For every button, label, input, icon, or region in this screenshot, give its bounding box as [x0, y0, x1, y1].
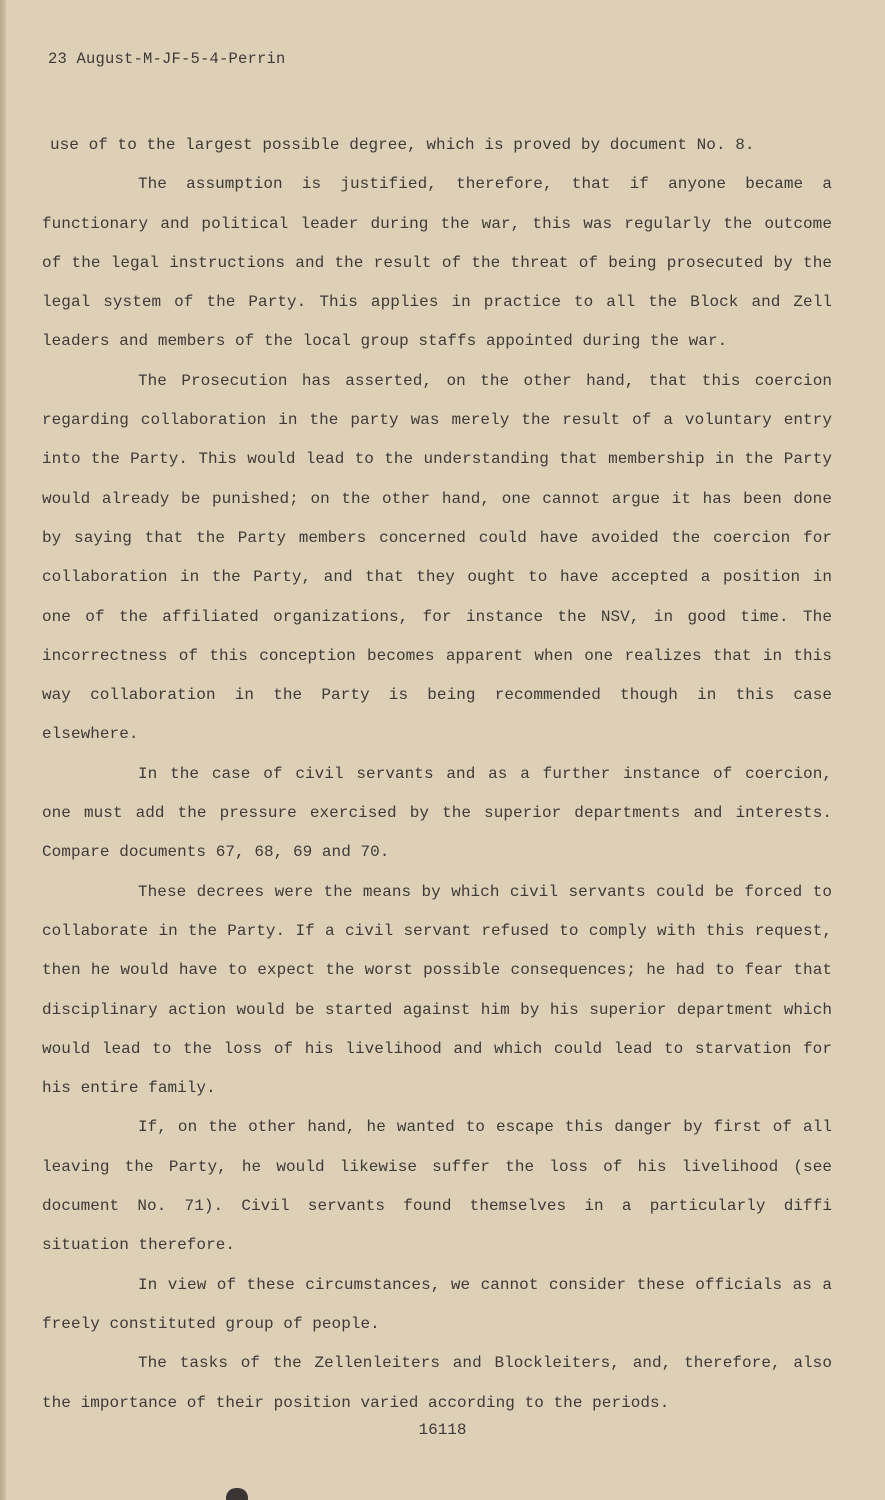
binding-mark — [226, 1488, 248, 1500]
document-header: 23 August-M-JF-5-4-Perrin — [48, 50, 286, 68]
paragraph-tasks: The tasks of the Zellenleiters and Blockleiters, and, therefore, also the importance of their position varied according to the periods. — [42, 1354, 832, 1412]
paragraph-circumstances: In view of these circumstances, we cannot consider these officials as a freely constituted group of people. — [42, 1275, 832, 1333]
paragraph-decrees: These decrees were the means by which civil servants could be forced to collaborate in the Party. If a civil servant refused to comply with this request, then he would have to expect the worst possible consequences; he had to fear that disciplinary action would be started against him by his superior department which would lead to the loss of his livelihood and which could lead to starvation for his entire family. — [42, 882, 832, 1098]
page-edge — [0, 0, 6, 1500]
paragraph-civil-servants: In the case of civil servants and as a further instance of coercion, one must add the pressure exercised by the superior departments and interests. Compare documents 67, 68, 69 and 70. — [42, 764, 832, 862]
paragraph-continuation: use of to the largest possible degree, which is proved by document No. 8. — [50, 136, 755, 154]
paragraph-prosecution: The Prosecution has asserted, on the other hand, that this coercion regarding collaboration in the party was merely the result of a voluntary entry into the Party. This would lead to the understanding that membership in the Party would already be punished; on the other hand, one cannot argue it has been done by saying that the Party members concerned could have avoided the coercion for collaboration in the Party, and that they ought to have accepted a position in one of the affiliated organizations, for instance the NSV, in good time. The incorrectness of this conception becomes apparent when one realizes that in this way collaboration in the Party is being recommended though in this case elsewhere. — [42, 371, 832, 744]
document-body — [42, 126, 832, 1423]
paragraph-leaving-party: If, on the other hand, he wanted to escape this danger by first of all leaving the Party, he would likewise suffer the loss of his livelihood (see document No. 71). Civil servants found themselves in a particularly diffi situation therefore. — [42, 1118, 832, 1255]
paragraph-assumption: The assumption is justified, therefore, that if anyone became a functionary and political leader during the war, this was regularly the outcome of the legal instructions and the result of the threat of being prosecuted by the legal system of the Party. This applies in practice to all the Block and Zell leaders and members of the local group staffs appointed during the war. — [42, 175, 832, 351]
page-number: 16118 — [418, 1421, 467, 1439]
